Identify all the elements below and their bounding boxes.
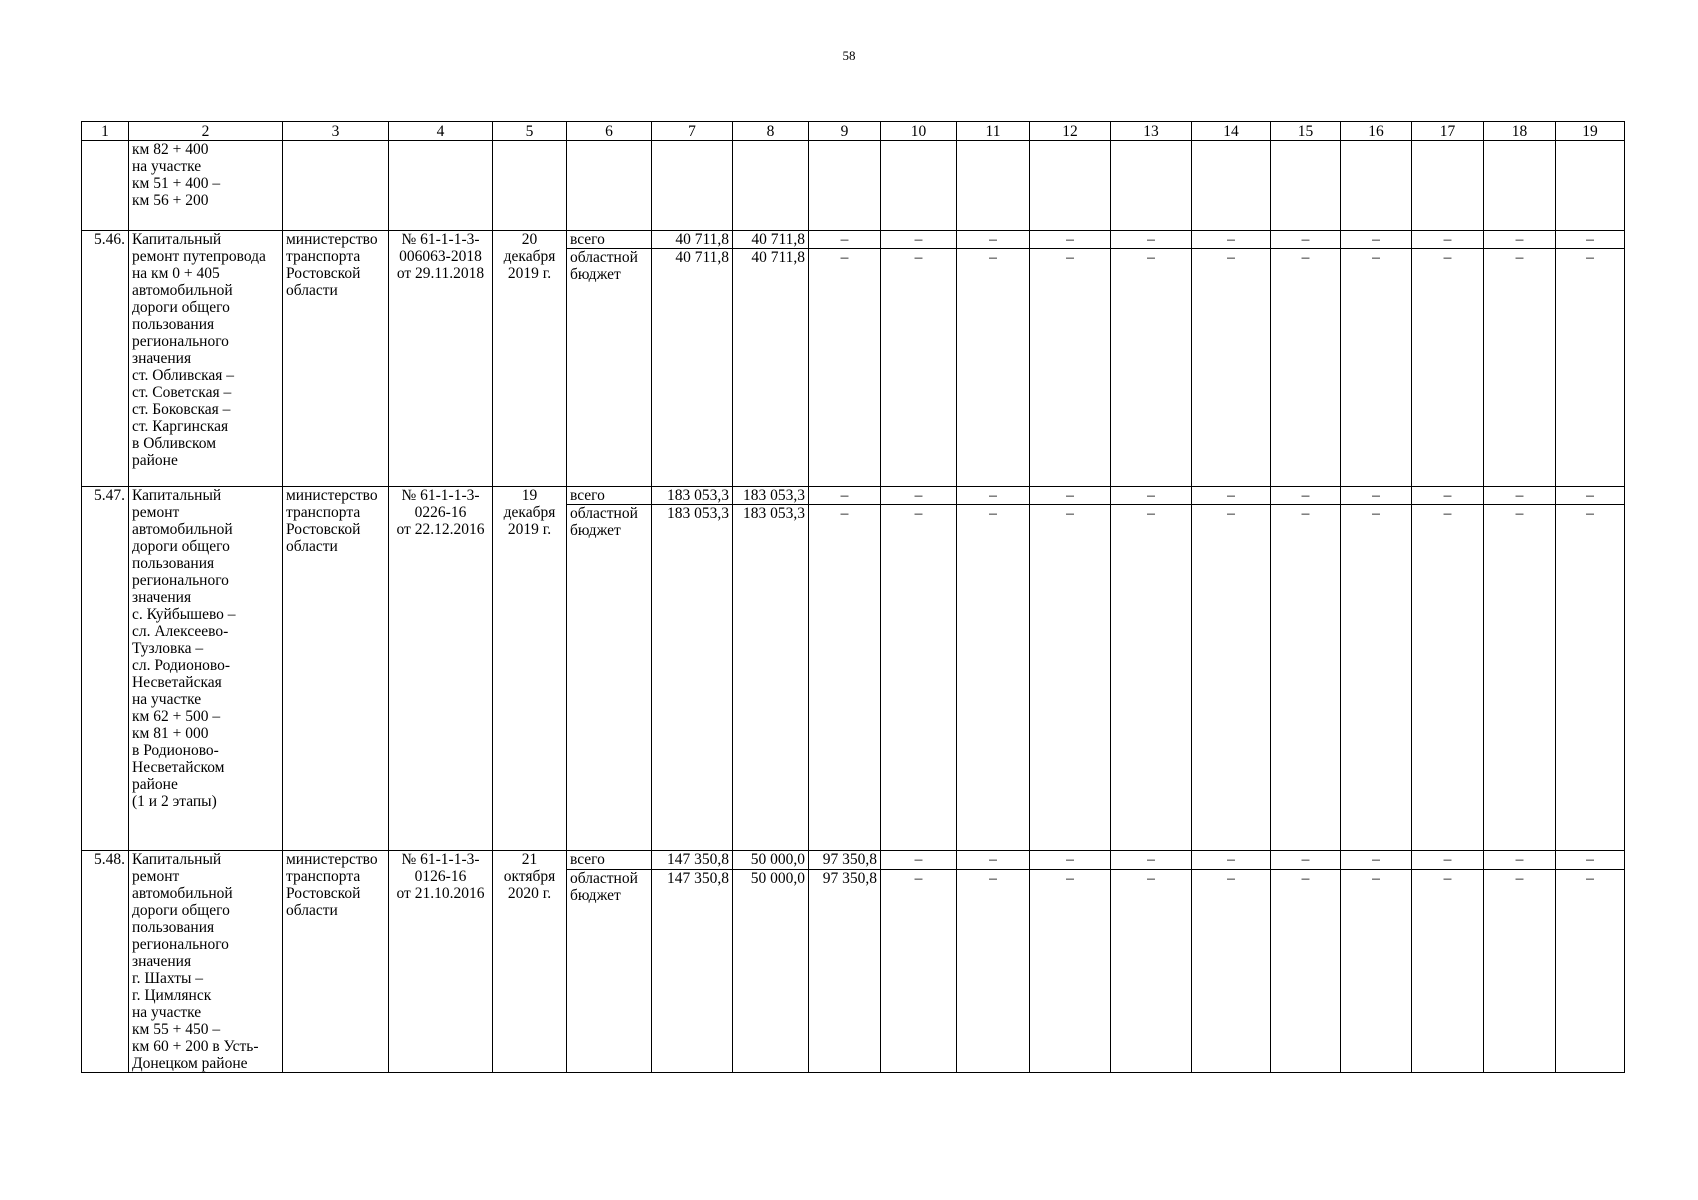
- value-cell: –: [1341, 487, 1412, 505]
- column-header: 5: [493, 122, 567, 141]
- value-cell: –: [957, 869, 1030, 1072]
- value-cell: –: [1341, 249, 1412, 487]
- value-cell: –: [1111, 487, 1192, 505]
- column-header: 3: [283, 122, 389, 141]
- document-cell: № 61-1-1-3- 0126-16 от 21.10.2016: [389, 851, 493, 1073]
- empty-cell: [493, 141, 567, 231]
- value-cell: –: [1484, 231, 1556, 249]
- empty-cell: [283, 141, 389, 231]
- value-cell: –: [1030, 487, 1111, 505]
- empty-cell: [1111, 141, 1192, 231]
- value-cell: –: [1271, 487, 1341, 505]
- funding-source-cell: областной бюджет: [567, 505, 652, 851]
- funding-source-cell: областной бюджет: [567, 249, 652, 487]
- value-cell: –: [1412, 231, 1484, 249]
- empty-cell: [567, 141, 652, 231]
- column-header: 17: [1412, 122, 1484, 141]
- value-cell: –: [1412, 851, 1484, 870]
- value-cell: –: [1341, 869, 1412, 1072]
- value-cell: –: [809, 231, 881, 249]
- value-cell: 40 711,8: [733, 231, 809, 249]
- value-cell: –: [809, 249, 881, 487]
- value-cell: –: [1341, 851, 1412, 870]
- value-cell: –: [1192, 505, 1271, 851]
- value-cell: 183 053,3: [733, 505, 809, 851]
- empty-cell: [1271, 141, 1341, 231]
- empty-cell: [1030, 141, 1111, 231]
- empty-cell: [957, 141, 1030, 231]
- value-cell: –: [881, 869, 957, 1072]
- value-cell: –: [1192, 231, 1271, 249]
- funding-source-cell: всего: [567, 851, 652, 870]
- value-cell: –: [1341, 505, 1412, 851]
- value-cell: 147 350,8: [652, 869, 733, 1072]
- value-cell: –: [1111, 505, 1192, 851]
- empty-cell: [809, 141, 881, 231]
- value-cell: –: [1111, 851, 1192, 870]
- column-header: 13: [1111, 122, 1192, 141]
- value-cell: –: [1192, 851, 1271, 870]
- customer-cell: министерство транспорта Ростовской области: [283, 231, 389, 487]
- empty-cell: [389, 141, 493, 231]
- program-table: [81, 121, 1625, 1073]
- value-cell: –: [881, 487, 957, 505]
- empty-cell: [1192, 141, 1271, 231]
- column-header: 9: [809, 122, 881, 141]
- value-cell: –: [881, 231, 957, 249]
- column-header: 14: [1192, 122, 1271, 141]
- value-cell: –: [809, 505, 881, 851]
- value-cell: –: [957, 505, 1030, 851]
- value-cell: –: [1484, 487, 1556, 505]
- value-cell: –: [1556, 869, 1625, 1072]
- value-cell: 97 350,8: [809, 869, 881, 1072]
- value-cell: –: [1412, 869, 1484, 1072]
- value-cell: –: [1111, 231, 1192, 249]
- column-header: 6: [567, 122, 652, 141]
- value-cell: –: [1271, 231, 1341, 249]
- value-cell: –: [1484, 505, 1556, 851]
- value-cell: –: [1556, 505, 1625, 851]
- value-cell: –: [957, 487, 1030, 505]
- value-cell: –: [809, 487, 881, 505]
- value-cell: 97 350,8: [809, 851, 881, 870]
- row-number-cell: 5.46.: [82, 231, 129, 487]
- column-header: 19: [1556, 122, 1625, 141]
- empty-cell: [1556, 141, 1625, 231]
- value-cell: –: [1412, 487, 1484, 505]
- value-cell: –: [1412, 249, 1484, 487]
- row-number-cell: 5.47.: [82, 487, 129, 851]
- value-cell: –: [1484, 851, 1556, 870]
- value-cell: –: [1556, 487, 1625, 505]
- funding-source-cell: всего: [567, 231, 652, 249]
- value-cell: –: [1030, 851, 1111, 870]
- column-header: 16: [1341, 122, 1412, 141]
- table-row: [82, 231, 1625, 249]
- value-cell: –: [1030, 231, 1111, 249]
- value-cell: 183 053,3: [733, 487, 809, 505]
- column-header: 8: [733, 122, 809, 141]
- continuation-row: [82, 141, 1625, 231]
- value-cell: –: [1556, 249, 1625, 487]
- column-header: 18: [1484, 122, 1556, 141]
- value-cell: –: [1271, 505, 1341, 851]
- value-cell: –: [1192, 869, 1271, 1072]
- value-cell: 50 000,0: [733, 851, 809, 870]
- value-cell: –: [1412, 505, 1484, 851]
- funding-source-cell: всего: [567, 487, 652, 505]
- value-cell: –: [1271, 851, 1341, 870]
- empty-cell: [1341, 141, 1412, 231]
- customer-cell: министерство транспорта Ростовской области: [283, 487, 389, 851]
- value-cell: 183 053,3: [652, 505, 733, 851]
- value-cell: 183 053,3: [652, 487, 733, 505]
- column-header: 12: [1030, 122, 1111, 141]
- column-header: 4: [389, 122, 493, 141]
- empty-cell: [652, 141, 733, 231]
- value-cell: –: [957, 231, 1030, 249]
- value-cell: –: [1271, 869, 1341, 1072]
- value-cell: –: [1192, 487, 1271, 505]
- value-cell: –: [881, 851, 957, 870]
- value-cell: –: [1556, 231, 1625, 249]
- row-number-cell: 5.48.: [82, 851, 129, 1073]
- object-name-cell: Капитальный ремонт автомобильной дороги общего пользования регионального значения с. Куйбышево – сл. Алексеево- Тузловка – сл. Родионово- Несветайская на участке км 62 + 500 – км 81 + 000 в Родионово- Несветайском районе (1 и 2 этапы): [129, 487, 283, 851]
- document-cell: № 61-1-1-3- 006063-2018 от 29.11.2018: [389, 231, 493, 487]
- value-cell: 40 711,8: [652, 249, 733, 487]
- value-cell: –: [1030, 869, 1111, 1072]
- page-number: 58: [842, 48, 856, 63]
- value-cell: –: [1341, 231, 1412, 249]
- value-cell: –: [957, 249, 1030, 487]
- value-cell: 50 000,0: [733, 869, 809, 1072]
- date-cell: 19 декабря 2019 г.: [493, 487, 567, 851]
- empty-cell: [1484, 141, 1556, 231]
- empty-cell: [881, 141, 957, 231]
- value-cell: –: [1030, 249, 1111, 487]
- value-cell: –: [1111, 249, 1192, 487]
- table-row: [82, 851, 1625, 870]
- value-cell: –: [1271, 249, 1341, 487]
- column-header: 1: [82, 122, 129, 141]
- column-header: 2: [129, 122, 283, 141]
- value-cell: 40 711,8: [733, 249, 809, 487]
- value-cell: –: [881, 249, 957, 487]
- column-header: 11: [957, 122, 1030, 141]
- table-row: [82, 487, 1625, 505]
- customer-cell: министерство транспорта Ростовской области: [283, 851, 389, 1073]
- header-row: [82, 122, 1625, 141]
- value-cell: 147 350,8: [652, 851, 733, 870]
- row-number-cell: [82, 141, 129, 231]
- value-cell: –: [1030, 505, 1111, 851]
- value-cell: –: [1484, 869, 1556, 1072]
- value-cell: –: [1556, 851, 1625, 870]
- object-name-cell: км 82 + 400 на участке км 51 + 400 – км 56 + 200: [129, 141, 283, 231]
- column-header: 7: [652, 122, 733, 141]
- empty-cell: [733, 141, 809, 231]
- value-cell: –: [1192, 249, 1271, 487]
- value-cell: –: [1111, 869, 1192, 1072]
- value-cell: –: [1484, 249, 1556, 487]
- value-cell: –: [957, 851, 1030, 870]
- column-header: 10: [881, 122, 957, 141]
- document-cell: № 61-1-1-3- 0226-16 от 22.12.2016: [389, 487, 493, 851]
- funding-source-cell: областной бюджет: [567, 869, 652, 1072]
- value-cell: 40 711,8: [652, 231, 733, 249]
- column-header: 15: [1271, 122, 1341, 141]
- object-name-cell: Капитальный ремонт путепровода на км 0 + 405 автомобильной дороги общего пользования регионального значения ст. Обливская – ст. Советская – ст. Боковская – ст. Каргинская в Обливском районе: [129, 231, 283, 487]
- date-cell: 20 декабря 2019 г.: [493, 231, 567, 487]
- empty-cell: [1412, 141, 1484, 231]
- date-cell: 21 октября 2020 г.: [493, 851, 567, 1073]
- value-cell: –: [881, 505, 957, 851]
- object-name-cell: Капитальный ремонт автомобильной дороги общего пользования регионального значения г. Шахты – г. Цимлянск на участке км 55 + 450 – км 60 + 200 в Усть- Донецком районе: [129, 851, 283, 1073]
